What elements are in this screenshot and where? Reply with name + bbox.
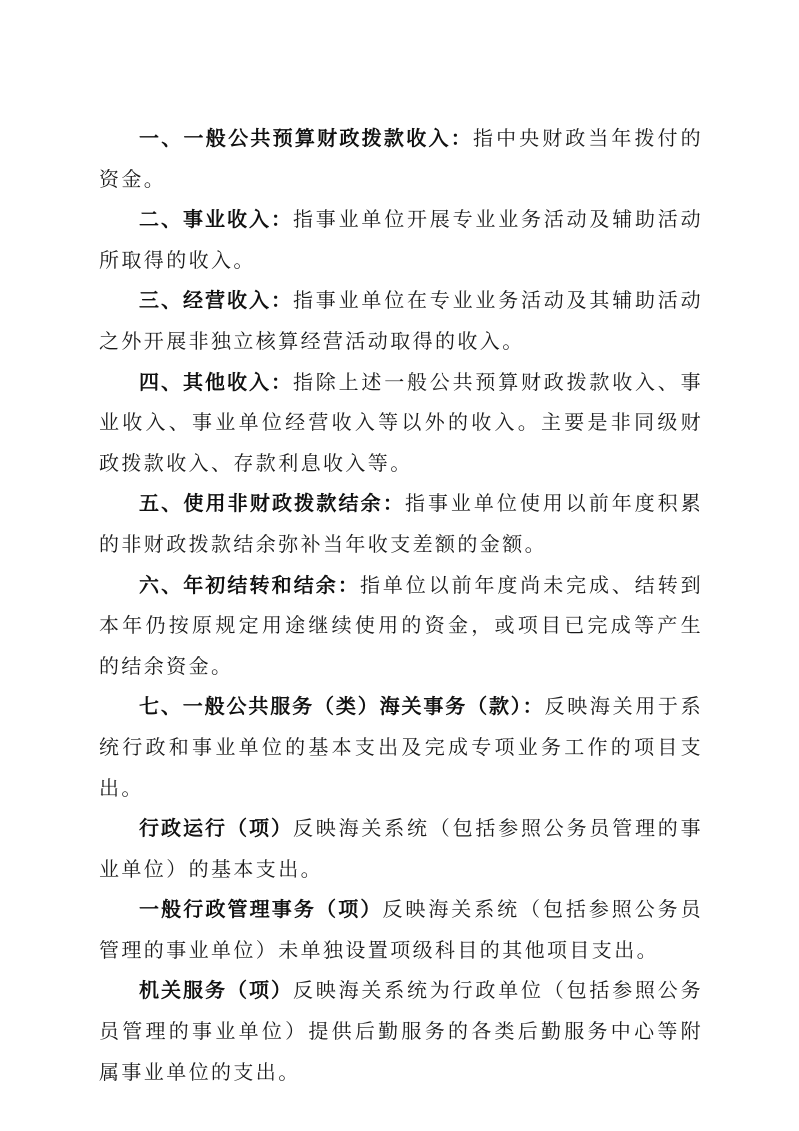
paragraph-agency-services xyxy=(99,970,703,1092)
paragraph-other-income xyxy=(99,362,703,484)
term-heading: 六、年初结转和结余： xyxy=(139,572,360,597)
term-description: 反映海关系统（包括参照公务员管理的事业单位）的基本支出。 xyxy=(99,816,703,881)
term-heading: 行政运行（项） xyxy=(139,816,293,841)
paragraph-carryover-balance xyxy=(99,565,703,687)
term-heading: 四、其他收入： xyxy=(139,369,293,394)
term-description: 指除上述一般公共预算财政拨款收入、事业收入、事业单位经营收入等以外的收入。主要是非同级财政拨款收入、存款利息收入等。 xyxy=(99,369,703,475)
term-description: 反映海关系统为行政单位（包括参照公务员管理的事业单位）提供后勤服务的各类后勤服务中心等附属事业单位的支出。 xyxy=(99,978,703,1084)
term-description: 指事业单位开展专业业务活动及辅助活动所取得的收入。 xyxy=(99,207,703,272)
paragraph-general-administration xyxy=(99,889,703,970)
paragraph-administrative-operation xyxy=(99,808,703,889)
paragraph-non-fiscal-surplus xyxy=(99,483,703,564)
term-description: 指事业单位在专业业务活动及其辅助活动之外开展非独立核算经营活动取得的收入。 xyxy=(99,288,703,353)
term-heading: 一般行政管理事务（项） xyxy=(139,897,383,922)
term-heading: 三、经营收入： xyxy=(139,288,293,313)
term-description: 指事业单位使用以前年度积累的非财政拨款结余弥补当年收支差额的金额。 xyxy=(99,491,703,556)
term-heading: 机关服务（项） xyxy=(139,978,293,1003)
term-heading: 七、一般公共服务（类）海关事务（款）： xyxy=(139,694,545,719)
term-description: 指单位以前年度尚未完成、结转到本年仍按原规定用途继续使用的资金，或项目已完成等产生的结余资金。 xyxy=(99,572,703,678)
paragraph-operating-income xyxy=(99,280,703,361)
document-body xyxy=(99,118,703,1092)
term-description: 反映海关用于系统行政和事业单位的基本支出及完成专项业务工作的项目支出。 xyxy=(99,694,703,800)
term-description: 反映海关系统（包括参照公务员管理的事业单位）未单独设置项级科目的其他项目支出。 xyxy=(99,897,703,962)
paragraph-customs-affairs xyxy=(99,686,703,808)
term-heading: 五、使用非财政拨款结余： xyxy=(139,491,405,516)
paragraph-business-income xyxy=(99,199,703,280)
term-heading: 一、一般公共预算财政拨款收入： xyxy=(139,126,473,150)
term-heading: 二、事业收入： xyxy=(139,207,293,232)
paragraph-fiscal-appropriation-income xyxy=(99,118,703,199)
term-description: 指中央财政当年拨付的资金。 xyxy=(99,126,703,191)
